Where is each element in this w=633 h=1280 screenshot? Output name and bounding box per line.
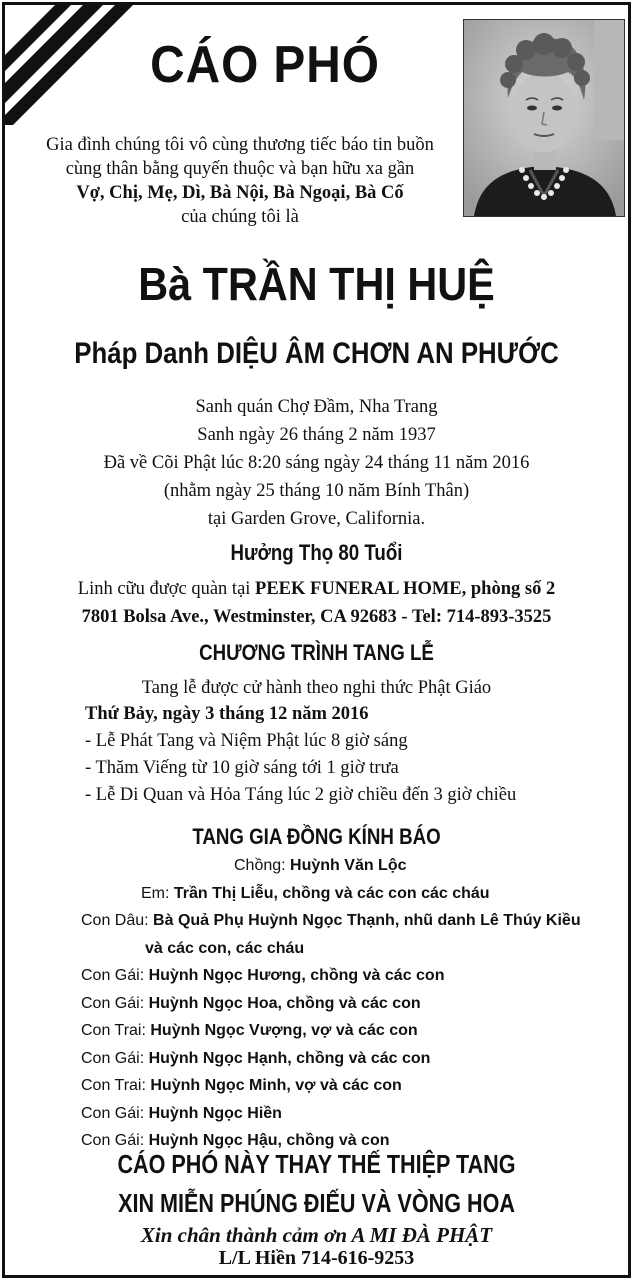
intro-line: Gia đình chúng tôi vô cùng thương tiếc báo tin buồn — [46, 135, 434, 155]
intro-announcement — [5, 133, 475, 229]
family-label: Con Gái: — [81, 1104, 145, 1122]
family-row — [5, 880, 628, 908]
family-label: Con Trai: — [81, 1022, 146, 1039]
closing-thanks: Xin chân thành cảm ơn A MI ĐÀ PHẬT — [140, 1223, 493, 1247]
closing-notice: CÁO PHÓ NÀY THAY THẾ THIỆP TANG — [117, 1149, 516, 1179]
hometown: Sanh quán Chợ Đầm, Nha Trang — [195, 397, 438, 417]
death-place: tại Garden Grove, California. — [207, 509, 426, 529]
family-label: Con Gái: — [81, 967, 145, 984]
family-list — [5, 852, 628, 1155]
funeral-location — [5, 575, 628, 631]
closing-request: XIN MIỄN PHÚNG ĐIẾU VÀ VÒNG HOA — [118, 1188, 515, 1218]
family-member: Huỳnh Văn Lộc — [290, 857, 407, 874]
family-label: Con Dâu: — [81, 912, 149, 929]
intro-relations: Vợ, Chị, Mẹ, Dì, Bà Nội, Bà Ngoại, Bà Cố — [76, 183, 404, 203]
family-row — [5, 907, 628, 935]
family-member: Bà Quả Phụ Huỳnh Ngọc Thạnh, nhũ danh Lê Thúy Kiều — [153, 912, 581, 929]
portrait-photo — [463, 19, 625, 217]
mourning-ribbon-icon — [5, 5, 145, 125]
family-row — [5, 962, 628, 990]
family-heading: TANG GIA ĐỒNG KÍNH BÁO — [192, 824, 441, 849]
family-member: Huỳnh Ngọc Hiền — [148, 1104, 282, 1122]
funeral-address: 7801 Bolsa Ave., Westminster, CA 92683 - Tel: 714-893-3525 — [81, 607, 552, 627]
family-member: Huỳnh Ngọc Hương, chồng và các con — [148, 967, 445, 984]
family-row — [5, 1100, 628, 1128]
intro-line: của chúng tôi là — [181, 207, 299, 227]
schedule-item: - Lễ Phát Tang và Niệm Phật lúc 8 giờ sáng — [85, 731, 408, 751]
family-row — [5, 1017, 628, 1045]
funeral-prefix: Linh cữu được quàn tại — [77, 579, 251, 599]
family-member: Huỳnh Ngọc Vượng, vợ và các con — [150, 1022, 418, 1039]
program-date: Thứ Bảy, ngày 3 tháng 12 năm 2016 — [85, 704, 369, 724]
family-label: Con Gái: — [81, 1049, 145, 1067]
family-member: và các con, các cháu — [145, 939, 305, 957]
dharma-name: Pháp Danh DIỆU ÂM CHƠN AN PHƯỚC — [74, 337, 559, 370]
family-label: Chồng: — [234, 857, 286, 874]
family-row — [5, 990, 628, 1018]
funeral-home: PEEK FUNERAL HOME, phòng số 2 — [255, 579, 556, 599]
intro-line: cùng thân bằng quyến thuộc và bạn hữu xa gần — [65, 159, 415, 179]
program-schedule — [85, 701, 516, 809]
notice-title: CÁO PHÓ — [150, 36, 380, 94]
program-intro: Tang lễ được cử hành theo nghi thức Phật Giáo — [141, 678, 492, 698]
biographical-info — [5, 393, 628, 533]
family-label: Con Gái: — [81, 1132, 145, 1149]
family-row — [5, 935, 628, 963]
family-label: Con Gái: — [81, 994, 145, 1012]
family-row — [5, 852, 628, 880]
contact-line: L/L Hiền 714-616-9253 — [218, 1247, 415, 1269]
deceased-name: Bà TRẦN THỊ HUỆ — [138, 258, 495, 310]
family-member: Huỳnh Ngọc Hoa, chồng và các con — [148, 994, 421, 1012]
obituary-notice — [2, 2, 631, 1278]
family-member: Huỳnh Ngọc Hạnh, chồng và các con — [148, 1049, 431, 1067]
lunar-date: (nhằm ngày 25 tháng 10 năm Bính Thân) — [163, 481, 470, 501]
schedule-item: - Thăm Viếng từ 10 giờ sáng tới 1 giờ trưa — [85, 758, 399, 778]
family-row — [5, 1072, 628, 1100]
family-member: Huỳnh Ngọc Minh, vợ và các con — [150, 1077, 402, 1094]
family-label: Em: — [141, 884, 170, 902]
family-member: Huỳnh Ngọc Hậu, chồng và con — [148, 1132, 390, 1149]
birth-date: Sanh ngày 26 tháng 2 năm 1937 — [197, 425, 436, 445]
family-member: Trần Thị Liễu, chồng và các con các cháu — [173, 884, 490, 902]
family-label: Con Trai: — [81, 1077, 146, 1094]
age-at-death: Hưởng Thọ 80 Tuổi — [230, 540, 403, 565]
family-row — [5, 1045, 628, 1073]
program-heading: CHƯƠNG TRÌNH TANG LỄ — [199, 640, 434, 665]
death-date: Đã về Cõi Phật lúc 8:20 sáng ngày 24 tháng 11 năm 2016 — [103, 453, 530, 473]
schedule-item: - Lễ Di Quan và Hỏa Táng lúc 2 giờ chiều đến 3 giờ chiều — [85, 785, 517, 805]
